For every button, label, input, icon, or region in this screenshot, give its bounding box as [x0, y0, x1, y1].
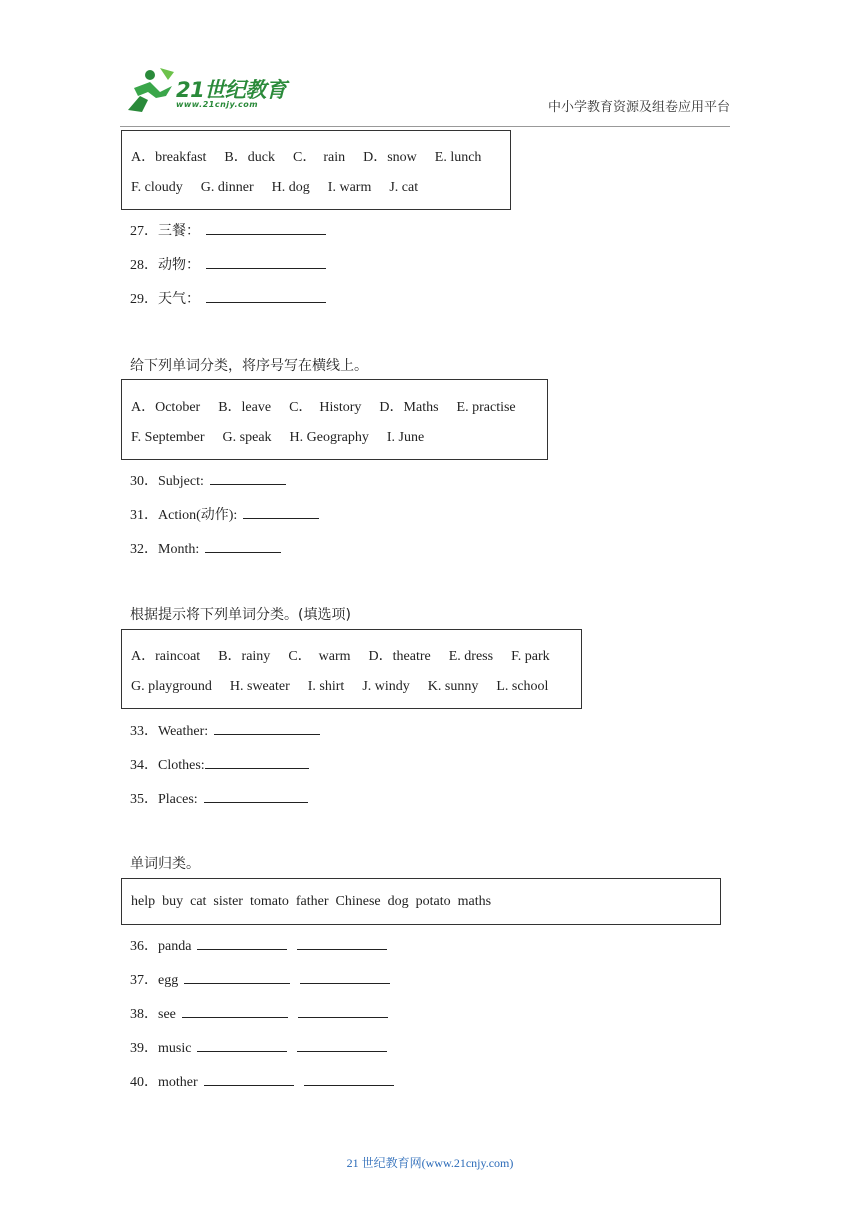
answer-blank[interactable] — [210, 470, 286, 485]
option: A．raincoat — [131, 649, 201, 664]
options-row — [131, 430, 424, 446]
word-options-box-1 — [121, 130, 511, 210]
logo-url: www.21cnjy.com — [176, 100, 259, 109]
option: F. September — [131, 430, 205, 445]
instruction-4: 单词归类。 — [130, 856, 200, 872]
answer-blank[interactable] — [300, 969, 390, 984]
option: H. sweater — [229, 679, 290, 694]
option: E. lunch — [434, 150, 482, 165]
instruction-2: 给下列单词分类，将序号写在横线上。 — [130, 358, 368, 374]
question-28: 28．动物： — [130, 254, 326, 274]
word-list-box — [121, 878, 721, 925]
answer-blank[interactable] — [297, 935, 387, 950]
answer-blank[interactable] — [184, 969, 290, 984]
platform-title: 中小学教育资源及组卷应用平台 — [547, 100, 730, 115]
question-31: 31．Action(动作): — [130, 504, 319, 524]
question-29: 29．天气： — [130, 288, 326, 308]
answer-blank[interactable] — [205, 538, 281, 553]
option: C． History — [289, 400, 362, 415]
option: E. dress — [448, 649, 494, 664]
option: F. park — [511, 649, 550, 664]
option: L. school — [496, 679, 549, 694]
option: D．theatre — [368, 649, 431, 664]
answer-blank[interactable] — [304, 1071, 394, 1086]
question-27: 27．三餐： — [130, 220, 326, 240]
answer-blank[interactable] — [204, 788, 308, 803]
word-options-box-3 — [121, 629, 582, 709]
option: I. June — [386, 430, 425, 445]
site-logo — [120, 66, 300, 116]
question-30: 30．Subject: — [130, 470, 286, 490]
question-32: 32．Month: — [130, 538, 281, 558]
option: J. windy — [362, 679, 410, 694]
option: B．leave — [218, 400, 272, 415]
header-divider — [120, 126, 730, 127]
options-row — [131, 396, 516, 416]
question-33: 33．Weather: — [130, 720, 320, 740]
runner-logo-icon — [120, 66, 176, 116]
page-footer[interactable]: 21 世纪教育网(www.21cnjy.com) — [346, 1156, 514, 1170]
answer-blank[interactable] — [243, 504, 319, 519]
answer-blank[interactable] — [298, 1003, 388, 1018]
option: C． rain — [292, 150, 346, 165]
answer-blank[interactable] — [197, 935, 287, 950]
answer-blank[interactable] — [214, 720, 320, 735]
option: F. cloudy — [131, 180, 183, 195]
options-row — [131, 645, 550, 665]
option: E. practise — [456, 400, 516, 415]
option: K. sunny — [427, 679, 479, 694]
word-options-box-2 — [121, 379, 548, 460]
question-37: 37．egg — [130, 969, 390, 989]
instruction-3: 根据提示将下列单词分类。(填选项) — [130, 607, 351, 623]
logo-text: 21世纪教育 — [176, 78, 287, 102]
answer-blank[interactable] — [182, 1003, 288, 1018]
question-39: 39．music — [130, 1037, 387, 1057]
question-35: 35．Places: — [130, 788, 308, 808]
option: C． warm — [288, 649, 351, 664]
option: D．Maths — [379, 400, 439, 415]
options-row — [131, 146, 481, 166]
question-38: 38．see — [130, 1003, 388, 1023]
question-40: 40．mother — [130, 1071, 394, 1091]
option: D．snow — [363, 150, 417, 165]
option: H. Geography — [289, 430, 369, 445]
question-34: 34．Clothes: — [130, 754, 309, 774]
option: B．rainy — [218, 649, 271, 664]
option: G. dinner — [200, 180, 254, 195]
answer-blank[interactable] — [206, 288, 326, 303]
question-36: 36．panda — [130, 935, 387, 955]
option: I. shirt — [307, 679, 345, 694]
option: I. warm — [327, 180, 372, 195]
option: G. speak — [222, 430, 272, 445]
answer-blank[interactable] — [204, 1071, 294, 1086]
answer-blank[interactable] — [206, 254, 326, 269]
answer-blank[interactable] — [205, 754, 309, 769]
options-row — [131, 679, 548, 695]
option: A．October — [131, 400, 201, 415]
option: H. dog — [271, 180, 310, 195]
word-list: help buy cat sister tomato father Chinese dog potato maths — [131, 894, 492, 909]
answer-blank[interactable] — [297, 1037, 387, 1052]
option: G. playground — [131, 679, 212, 694]
answer-blank[interactable] — [206, 220, 326, 235]
options-row — [131, 180, 418, 196]
option: B．duck — [224, 150, 275, 165]
answer-blank[interactable] — [197, 1037, 287, 1052]
option: J. cat — [389, 180, 419, 195]
option: A．breakfast — [131, 150, 207, 165]
